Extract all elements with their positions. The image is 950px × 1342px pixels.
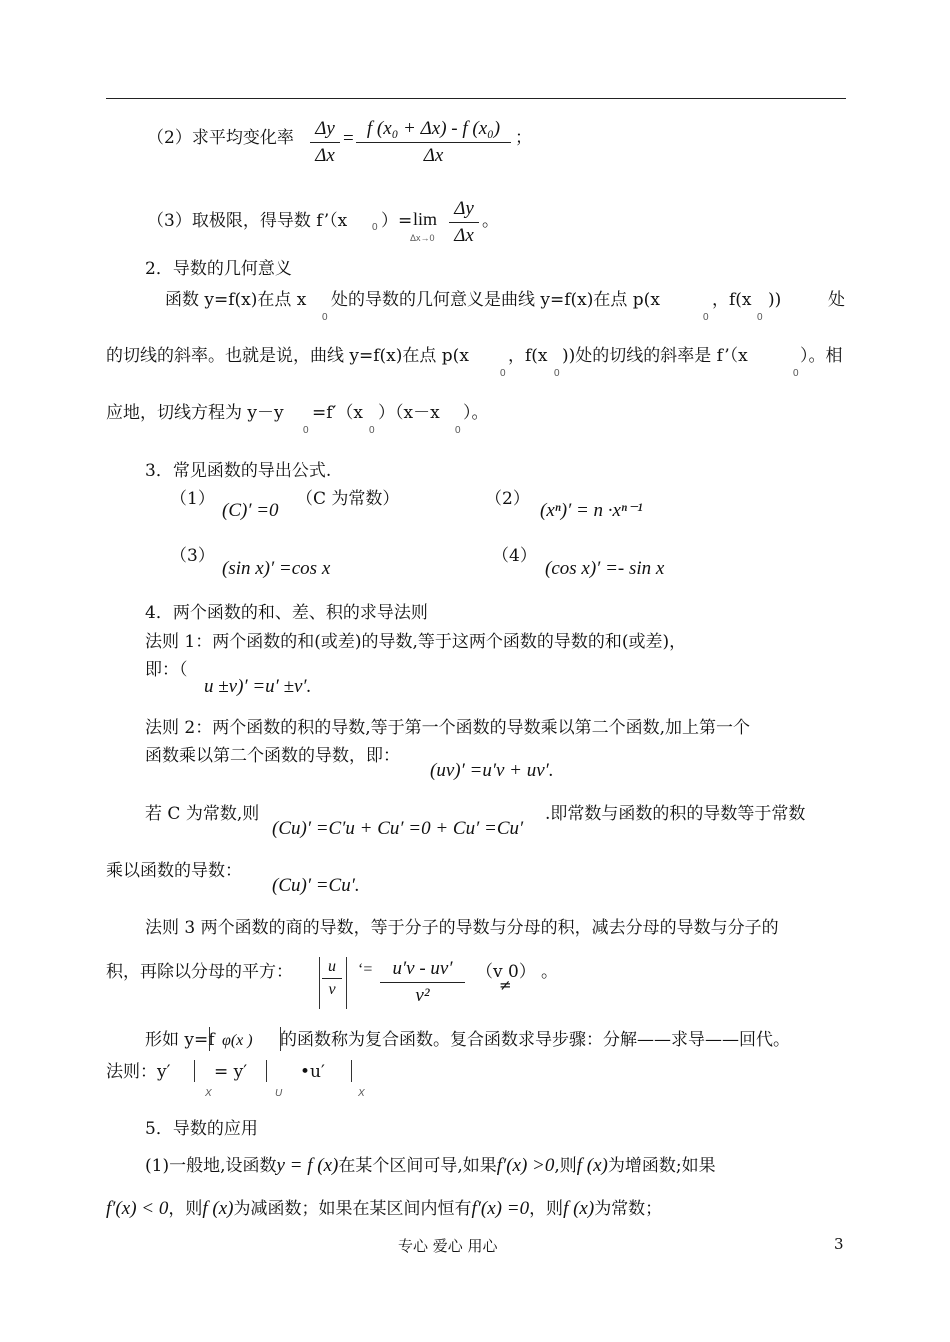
rule-3-text-2: 积，再除以分母的平方： bbox=[106, 962, 293, 982]
app1-text1: (1)一般地,设函数 bbox=[145, 1156, 277, 1176]
sub0: 0 bbox=[703, 312, 709, 323]
app-1-line-2 bbox=[106, 1198, 662, 1221]
app1-expr1: y = f (x) bbox=[276, 1155, 339, 1176]
sub0: 0 bbox=[500, 368, 506, 379]
sec2-p1a: 函数 y=f(x)在点 x bbox=[165, 290, 307, 310]
composite-sub-x2: X bbox=[358, 1088, 365, 1099]
composite-text-2: 的函数称为复合函数。复合函数求导步骤：分解——求导——回代。 bbox=[280, 1030, 790, 1050]
sec2-p1e: 处 bbox=[828, 290, 845, 310]
sec2-p3a: 应地，切线方程为 y－y bbox=[106, 403, 284, 423]
app1-expr6: f′(x) =0 bbox=[471, 1198, 530, 1219]
rule-3-uv-fraction: u v bbox=[322, 958, 342, 999]
composite-phi: φ(x ) bbox=[222, 1032, 253, 1049]
app-1-line-1 bbox=[145, 1155, 716, 1178]
item2-label: （2）求平均变化率 bbox=[147, 128, 294, 148]
item2-equals: = bbox=[343, 128, 354, 149]
composite-text-1: 形如 y=f bbox=[145, 1030, 215, 1050]
rule-1-formula: u ±v)′ =u′ ±v′. bbox=[204, 676, 312, 697]
composite-bar-2 bbox=[266, 1060, 267, 1082]
composite-bar-3 bbox=[351, 1060, 352, 1082]
footer-center: 专心 爱心 用心 bbox=[398, 1237, 498, 1255]
const-formula-1: (Cu)′ =C′u + Cu′ =0 + Cu′ =Cu′ bbox=[272, 818, 524, 839]
header-rule bbox=[106, 98, 846, 99]
formula-3-label: （3） bbox=[170, 546, 215, 566]
sec2-p1c: ，f(x bbox=[712, 290, 752, 310]
app1-text8: 为常数； bbox=[594, 1199, 663, 1219]
const-formula-2: (Cu)′ =Cu′. bbox=[272, 875, 360, 896]
sec2-p1b: 处的导数的几何意义是曲线 y=f(x)在点 p(x bbox=[331, 290, 660, 310]
section-3-title: 3．常见函数的导出公式. bbox=[145, 461, 332, 481]
formula-2-label: （2） bbox=[485, 489, 530, 509]
item2-rhs-fraction: f (x₀ + Δx) - f (x₀) Δx bbox=[356, 118, 511, 167]
sec2-p2c: ))处的切线的斜率是 f’（x bbox=[562, 346, 748, 366]
formula-3: (sin x)′ =cos x bbox=[222, 558, 331, 579]
app1-expr3: f (x) bbox=[576, 1155, 608, 1176]
sec2-p2b: ，f(x bbox=[508, 346, 548, 366]
formula-1-label: （1） bbox=[170, 489, 215, 509]
sub0: 0 bbox=[303, 425, 309, 436]
rule-3-zero: 0） bbox=[508, 962, 536, 982]
sec2-p3c: ）（x－x bbox=[378, 403, 440, 423]
rule-3-cond: （v bbox=[476, 962, 503, 982]
app1-text7: ，则 bbox=[529, 1199, 564, 1219]
composite-bar-1 bbox=[194, 1060, 195, 1082]
sub0: 0 bbox=[369, 425, 375, 436]
formula-1: (C)′ =0 bbox=[222, 500, 279, 521]
page-number: 3 bbox=[834, 1235, 844, 1253]
rule-3-tail: 。 bbox=[541, 962, 558, 982]
sec2-p3d: ）。 bbox=[463, 403, 489, 423]
item3-sub0: 0 bbox=[372, 222, 378, 233]
app1-text6: 为减函数；如果在某区间内恒有 bbox=[233, 1199, 472, 1219]
rule-3-text-1: 法则 3 两个函数的商的导数，等于分子的导数与分母的积，减去分母的导数与分子的 bbox=[145, 918, 779, 938]
composite-rule-dot: •u′ bbox=[300, 1062, 325, 1082]
app1-text3: ,则 bbox=[554, 1156, 577, 1176]
item3-lim-sub: Δx→0 bbox=[410, 233, 435, 243]
rule-3-quotient-fraction: u′v - uv′ v² bbox=[380, 958, 465, 1007]
item2-lhs-fraction: Δy Δx bbox=[310, 118, 340, 167]
rule-2-formula: (uv)′ =u′v + uv′. bbox=[430, 760, 554, 781]
formula-4-label: （4） bbox=[492, 546, 537, 566]
composite-rule-eq: = y′ bbox=[214, 1062, 248, 1082]
app1-expr4: f′(x) < 0 bbox=[106, 1198, 169, 1219]
rule-1-ie: 即：（ bbox=[145, 660, 188, 680]
sec2-p2a: 的切线的斜率。也就是说，曲线 y=f(x)在点 p(x bbox=[106, 346, 469, 366]
section-4-title: 4．两个函数的和、差、积的求导法则 bbox=[145, 603, 428, 623]
const-text-3: 乘以函数的导数： bbox=[106, 861, 242, 881]
sec2-p2d: ）。相 bbox=[800, 346, 843, 366]
formula-4: (cos x)′ =- sin x bbox=[545, 558, 665, 579]
app1-expr7: f (x) bbox=[563, 1198, 595, 1219]
app1-expr2: f′(x) >0 bbox=[496, 1155, 555, 1176]
item3-label: （3）取极限，得导数 f’（x bbox=[147, 211, 348, 231]
rule-2-text-2: 函数乘以第二个函数的导数，即： bbox=[145, 746, 400, 766]
item3-lim: lim bbox=[413, 209, 438, 229]
sub0: 0 bbox=[793, 368, 799, 379]
sec2-p1d: )) bbox=[768, 290, 782, 310]
sec2-p3b: =f′（x bbox=[312, 403, 363, 423]
composite-rule-label: 法则：y′ bbox=[106, 1062, 171, 1082]
app1-text4: 为增函数;如果 bbox=[607, 1156, 716, 1176]
sub0: 0 bbox=[455, 425, 461, 436]
formula-2: (xⁿ)′ = n ·xⁿ⁻¹ bbox=[540, 500, 643, 521]
rule-1-text: 法则 1：两个函数的和(或差)的导数,等于这两个函数的导数的和(或差)， bbox=[145, 632, 687, 652]
section-2-title: 2．导数的几何意义 bbox=[145, 259, 292, 279]
section-5-title: 5．导数的应用 bbox=[145, 1119, 258, 1139]
rule-3-neq: ≠ bbox=[499, 976, 512, 994]
formula-1-note: （C 为常数） bbox=[296, 489, 400, 509]
const-text-2: .即常数与函数的积的导数等于常数 bbox=[545, 804, 806, 824]
app1-text2: 在某个区间可导,如果 bbox=[338, 1156, 497, 1176]
item2-tail: ； bbox=[515, 128, 532, 148]
sub0: 0 bbox=[554, 368, 560, 379]
composite-sub-x: X bbox=[205, 1088, 212, 1099]
composite-sub-u: U bbox=[275, 1088, 283, 1099]
rule-2-text-1: 法则 2：两个函数的积的导数,等于第一个函数的导数乘以第二个函数,加上第一个 bbox=[145, 718, 751, 738]
rule-3-mark: ‘= bbox=[358, 961, 373, 978]
sub0: 0 bbox=[757, 312, 763, 323]
app1-expr5: f (x) bbox=[202, 1198, 234, 1219]
const-text-1: 若 C 为常数,则 bbox=[145, 804, 260, 824]
item3-mid: ）= bbox=[381, 211, 413, 231]
app1-text5: ，则 bbox=[168, 1199, 203, 1219]
item3-fraction: Δy Δx bbox=[449, 198, 479, 247]
item3-tail: 。 bbox=[482, 211, 499, 231]
sub0: 0 bbox=[322, 312, 328, 323]
